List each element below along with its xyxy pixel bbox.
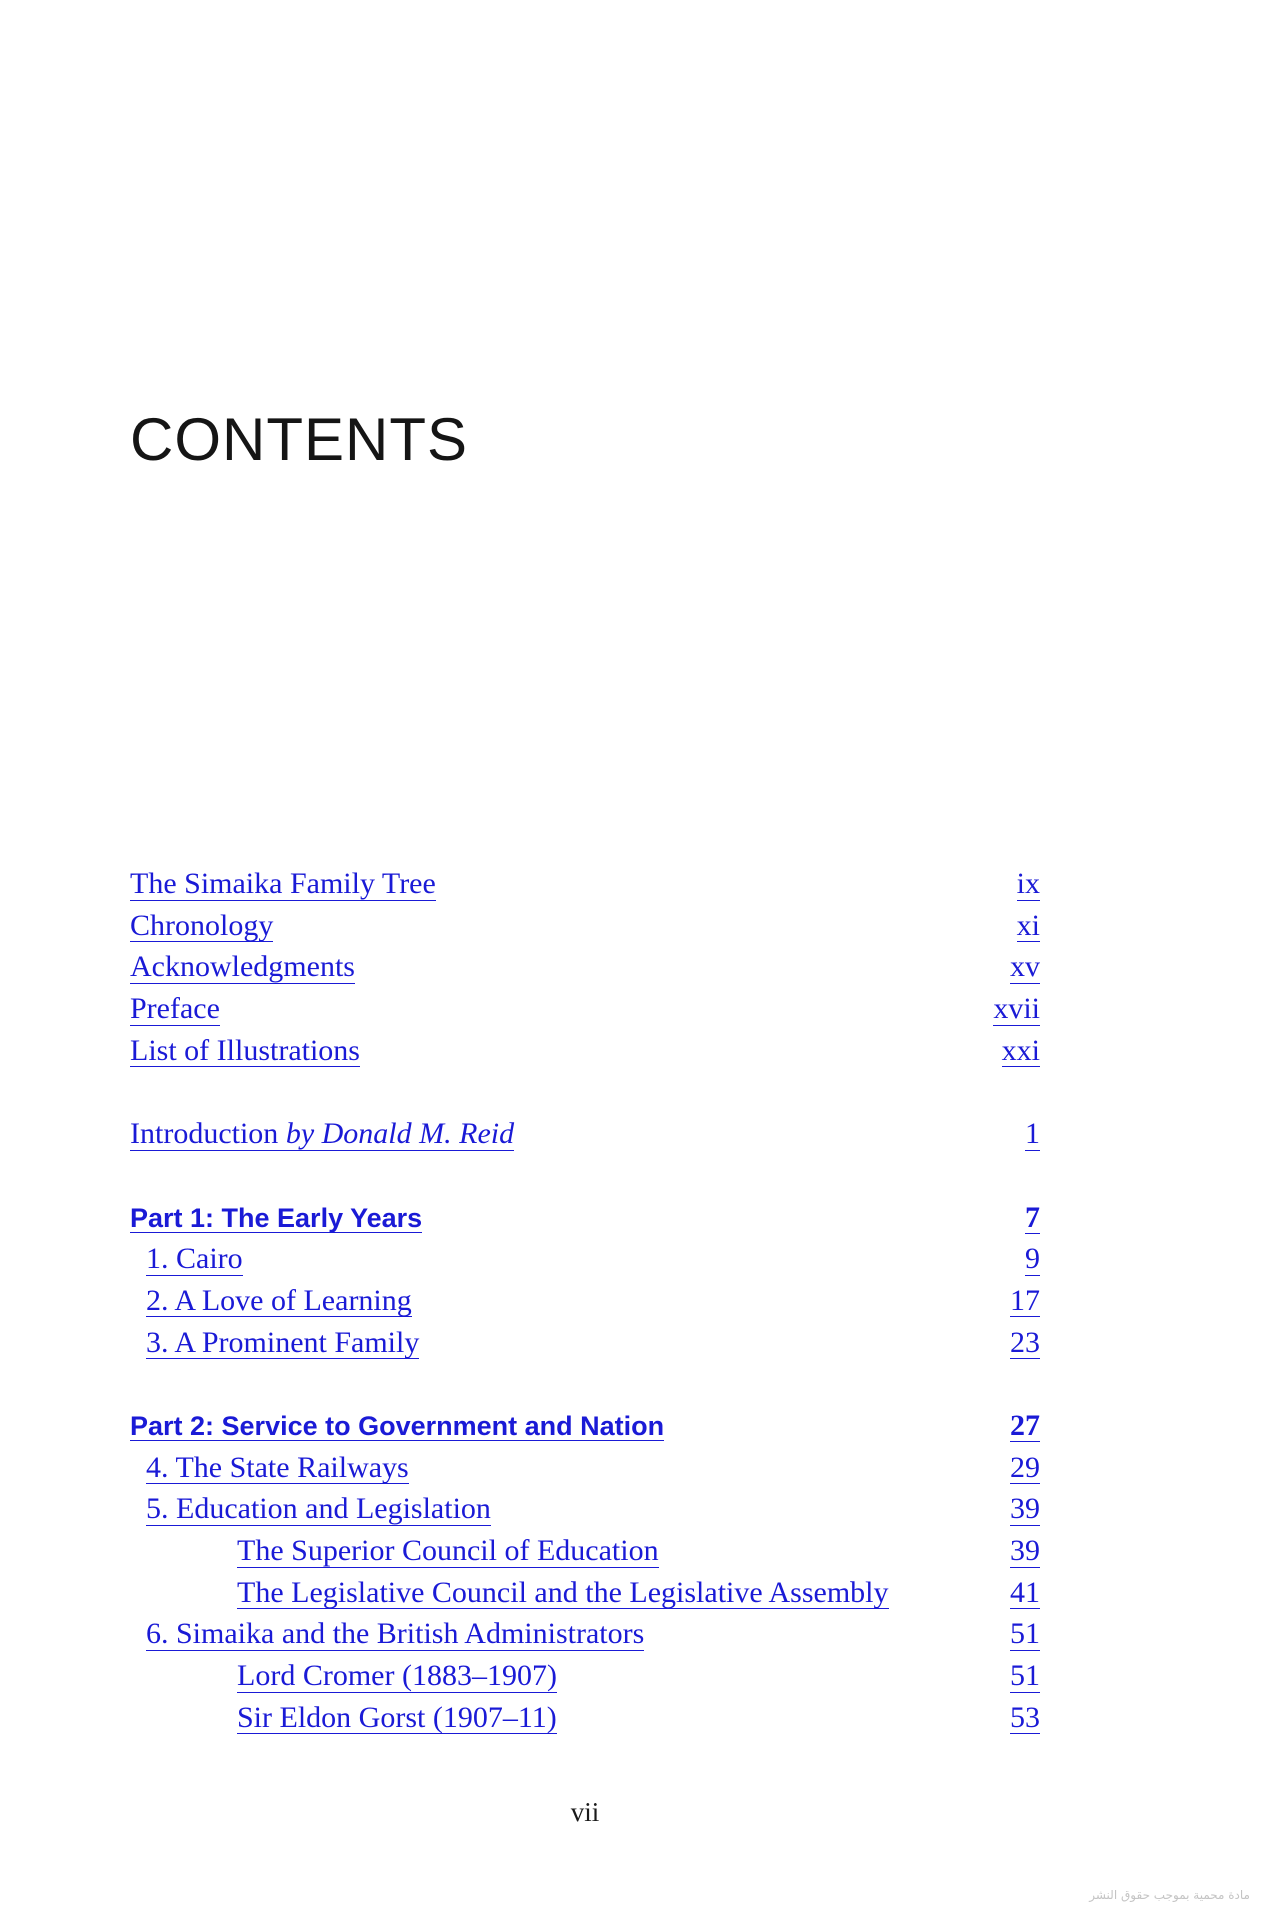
toc-link-section-lord-cromer[interactable]: Lord Cromer (1883–1907): [237, 1659, 557, 1693]
toc-page-chapter-4[interactable]: 29: [1010, 1450, 1040, 1484]
toc-link-chapter-1[interactable]: 1. Cairo: [146, 1242, 243, 1276]
toc-row-section-eldon-gorst: [130, 1697, 1040, 1739]
toc-link-part-2[interactable]: Part 2: Service to Government and Nation: [130, 1410, 665, 1441]
toc-page-chapter-2[interactable]: 17: [1010, 1283, 1040, 1317]
introduction-byline: by Donald M. Reid: [285, 1117, 515, 1151]
toc-link-section-eldon-gorst[interactable]: Sir Eldon Gorst (1907–11): [237, 1700, 557, 1734]
toc-link-part-1[interactable]: Part 1: The Early Years: [130, 1202, 423, 1233]
toc-page-section-lord-cromer[interactable]: 51: [1010, 1659, 1040, 1693]
toc-page-acknowledgments[interactable]: xv: [1010, 950, 1040, 984]
table-of-contents: [130, 863, 1040, 1738]
toc-row-illustrations: [130, 1030, 1040, 1072]
toc-row-preface: [130, 988, 1040, 1030]
toc-page-chapter-6[interactable]: 51: [1010, 1617, 1040, 1651]
toc-row-chapter-6: [130, 1613, 1040, 1655]
toc-row-chapter-2: [130, 1280, 1040, 1322]
page-title: CONTENTS: [130, 406, 468, 473]
toc-link-chapter-2[interactable]: 2. A Love of Learning: [146, 1283, 412, 1317]
toc-page-chapter-3[interactable]: 23: [1010, 1325, 1040, 1359]
toc-link-section-superior-council[interactable]: The Superior Council of Education: [237, 1534, 659, 1567]
toc-link-acknowledgments[interactable]: Acknowledgments: [130, 950, 355, 984]
toc-page-section-eldon-gorst[interactable]: 53: [1010, 1700, 1040, 1734]
toc-page-chronology[interactable]: xi: [1016, 908, 1040, 942]
toc-row-section-legislative-council: [130, 1572, 1040, 1614]
toc-page-section-superior-council[interactable]: 39: [1010, 1534, 1040, 1567]
toc-link-preface[interactable]: Preface: [130, 992, 220, 1026]
toc-link-section-legislative-council[interactable]: The Legislative Council and the Legislative Assembly: [237, 1575, 889, 1609]
toc-row-chapter-3: [130, 1322, 1040, 1364]
toc-link-chapter-4[interactable]: 4. The State Railways: [146, 1450, 409, 1484]
page-number: vii: [570, 1797, 600, 1827]
toc-row-chapter-1: [130, 1238, 1040, 1280]
toc-row-part-2: [130, 1405, 1040, 1447]
toc-row-section-lord-cromer: [130, 1655, 1040, 1697]
toc-page-family-tree[interactable]: ix: [1016, 867, 1040, 900]
toc-page-introduction[interactable]: 1: [1025, 1117, 1040, 1151]
toc-row-chronology: [130, 905, 1040, 947]
toc-link-chapter-6[interactable]: 6. Simaika and the British Administrators: [146, 1617, 645, 1651]
copyright-watermark: مادة محمية بموجب حقوق النشر: [1089, 1888, 1250, 1902]
toc-page-chapter-1[interactable]: 9: [1025, 1242, 1040, 1276]
toc-row-section-superior-council: [130, 1530, 1040, 1572]
toc-page-preface[interactable]: xvii: [993, 992, 1040, 1026]
toc-page-chapter-5[interactable]: 39: [1010, 1492, 1040, 1526]
toc-row-introduction: [130, 1113, 1040, 1155]
toc-link-chronology[interactable]: Chronology: [130, 908, 274, 942]
toc-page-part-2[interactable]: 27: [1010, 1408, 1040, 1442]
toc-link-family-tree[interactable]: The Simaika Family Tree: [130, 867, 436, 900]
toc-page-part-1[interactable]: 7: [1025, 1200, 1040, 1234]
toc-page-illustrations[interactable]: xxi: [1001, 1033, 1040, 1067]
toc-row-acknowledgments: [130, 946, 1040, 988]
toc-row-family-tree: [130, 863, 1040, 905]
toc-row-chapter-5: [130, 1488, 1040, 1530]
toc-row-part-1: [130, 1197, 1040, 1239]
toc-link-chapter-5[interactable]: 5. Education and Legislation: [146, 1492, 491, 1526]
toc-link-chapter-3[interactable]: 3. A Prominent Family: [146, 1325, 420, 1359]
introduction-title: Introduction: [130, 1117, 286, 1151]
toc-link-illustrations[interactable]: List of Illustrations: [130, 1033, 360, 1067]
toc-row-chapter-4: [130, 1447, 1040, 1489]
toc-page-section-legislative-council[interactable]: 41: [1010, 1575, 1040, 1609]
toc-link-introduction[interactable]: [130, 1118, 514, 1151]
